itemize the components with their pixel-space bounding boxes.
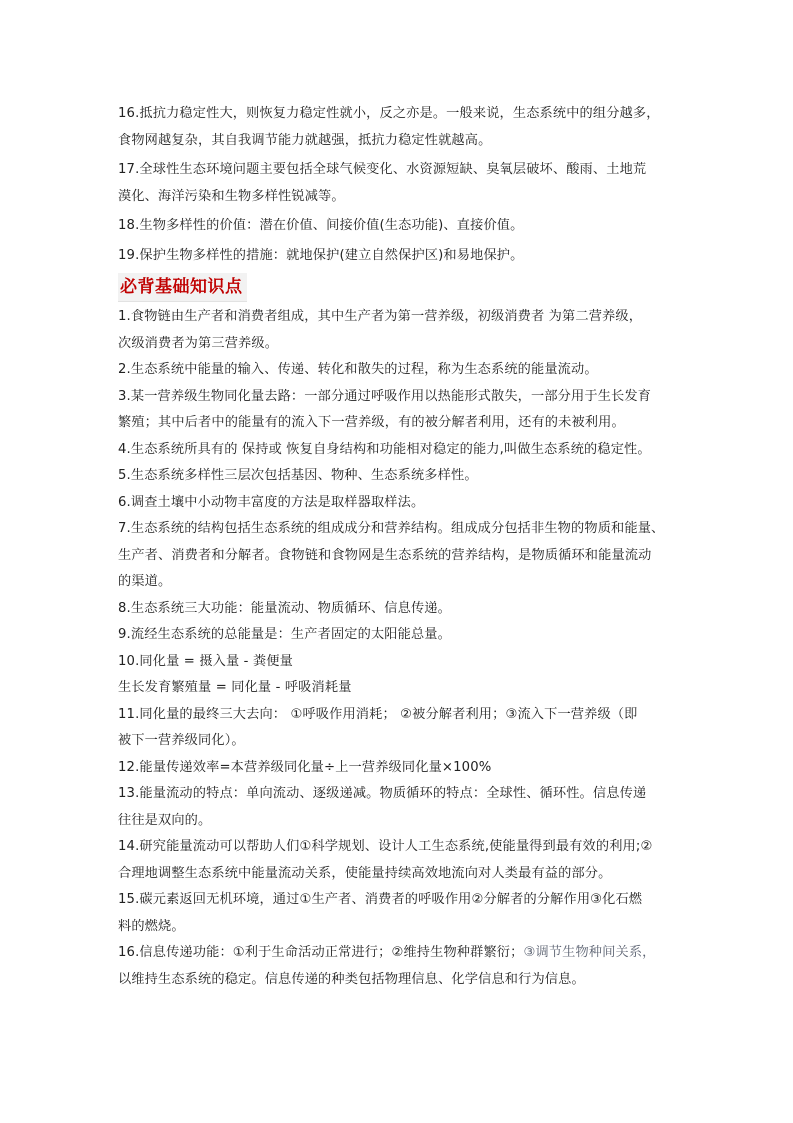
kp-5: 5.生态系统多样性三层次包括基因、物种、生态系统多样性。 (118, 468, 478, 483)
section-header (118, 269, 678, 304)
kp-12: 12.能量传递效率=本营养级同化量÷上一营养级同化量×100% (118, 759, 492, 775)
kp-7-line-1: 7.生态系统的结构包括生态系统的组成成分和营养结构。组成成分包括非生物的物质和能量、 (118, 521, 665, 536)
item-17-line-1: 17.全球性生态环境问题主要包括全球气候变化、水资源短缺、臭氧层破坏、酸雨、土地荒 (118, 162, 647, 177)
kp-11-line-2: 被下一营养级同化）。 (118, 733, 245, 748)
kp-9: 9.流经生态系统的总能量是：生产者固定的太阳能总量。 (118, 627, 451, 642)
kp-14-line-2: 合理地调整生态系统中能量流动关系，使能量持续高效地流向对人类最有益的部分。 (118, 865, 612, 881)
item-16-line-1: 16.抵抗力稳定性大，则恢复力稳定性就小，反之亦是。一般来说，生态系统中的组分越多， (118, 106, 660, 121)
kp-13-line-2: 往往是双向的。 (118, 812, 212, 828)
kp-2: 2.生态系统中能量的输入、传递、转化和散失的过程，称为生态系统的能量流动。 (118, 362, 598, 377)
kp-15-line-2: 料的燃烧。 (118, 918, 185, 934)
kp-3-line-1: 3.某一营养级生物同化量去路：一部分通过呼吸作用以热能形式散失，一部分用于生长发育 (118, 388, 652, 404)
document-content (118, 101, 678, 993)
item-17-line-2: 漠化、海洋污染和生物多样性锐减等。 (118, 188, 345, 204)
kp-1-line-2: 次级消费者为第三营养级。 (118, 335, 279, 351)
kp-16-text-highlight: ③调节生物种间关系， (523, 945, 656, 960)
kp-8: 8.生态系统三大功能：能量流动、物质循环、信息传递。 (118, 600, 451, 616)
kp-1-line-1: 1.食物链由生产者和消费者组成，其中生产者为第一营养级，初级消费者 为第二营养级， (118, 309, 643, 324)
item-18: 18.生物多样性的价值：潜在价值、间接价值(生态功能)、直接价值。 (118, 218, 524, 233)
kp-4: 4.生态系统所具有的 保持或 恢复自身结构和功能相对稳定的能力,叫做生态系统的稳定性。 (118, 441, 651, 457)
kp-10-line-1: 10.同化量 = 摄入量 - 粪便量 (118, 653, 293, 669)
kp-15-line-1: 15.碳元素返回无机环境，通过①生产者、消费者的呼吸作用②分解者的分解作用③化石燃 (118, 892, 643, 907)
item-19: 19.保护生物多样性的措施：就地保护(建立自然保护区)和易地保护。 (118, 247, 524, 263)
kp-16-text-a: 16.信息传递功能：①利于生命活动正常进行；②维持生物种群繁衍； (118, 945, 524, 960)
kp-7-line-2: 生产者、消费者和分解者。食物链和食物网是生态系统的营养结构，是物质循环和能量流动 (118, 547, 652, 563)
kp-7-line-3: 的渠道。 (118, 574, 172, 589)
kp-10-line-2: 生长发育繁殖量 = 同化量 - 呼吸消耗量 (118, 680, 352, 695)
kp-6: 6.调查土壤中小动物丰富度的方法是取样器取样法。 (118, 494, 425, 510)
kp-16-line-1 (118, 940, 678, 967)
item-16-line-2: 食物网越复杂，其自我调节能力就越强，抵抗力稳定性就越高。 (118, 132, 492, 148)
kp-14-line-1: 14.研究能量流动可以帮助人们①科学规划、设计人工生态系统,使能量得到最有效的利用;② (118, 839, 653, 854)
kp-13-line-1: 13.能量流动的特点：单向流动、逐级递减。物质循环的特点：全球性、循环性。信息传递 (118, 786, 647, 801)
kp-3-line-2: 繁殖；其中后者中的能量有的流入下一营养级，有的被分解者利用，还有的未被利用。 (118, 415, 625, 430)
section-title: 必背基础知识点 (118, 273, 247, 302)
kp-11-line-1: 11.同化量的最终三大去向： ①呼吸作用消耗； ②被分解者利用；③流入下一营养级（即 (118, 706, 638, 722)
kp-16-line-2: 以维持生态系统的稳定。信息传递的种类包括物理信息、化学信息和行为信息。 (118, 971, 585, 987)
